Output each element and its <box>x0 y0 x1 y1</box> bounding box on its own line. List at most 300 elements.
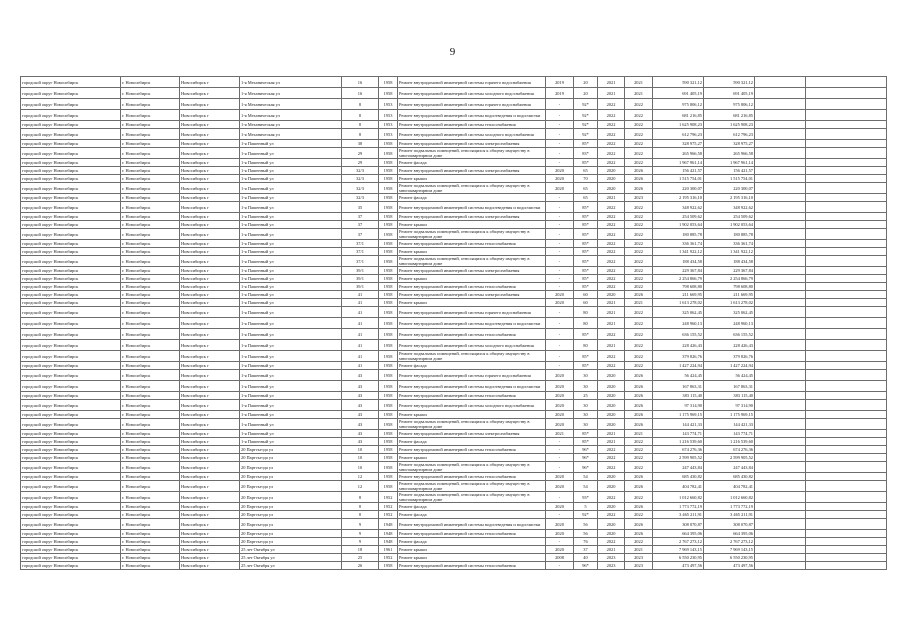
cell-build-year: 1958 <box>379 140 398 148</box>
cell-work-type: Ремонт внутридомовой инженерной системы электроснабжения <box>398 213 546 221</box>
cell-last-repair-year: - <box>546 240 574 248</box>
cell-cost-fund: 383 115,40 <box>704 392 755 400</box>
cell-locality: Новосибирск г <box>180 167 240 175</box>
cell-settlement: г. Новосибирск <box>121 202 180 213</box>
table-row <box>21 275 887 283</box>
cell-build-year: 1948 <box>379 530 398 538</box>
cell-house-number: 39/1 <box>342 275 379 283</box>
cell-street: 1-я Пашенный ул <box>240 340 342 351</box>
cell-plan-end-year: 2022 <box>625 511 653 519</box>
cell-house-number: 43 <box>342 430 379 438</box>
cell-house-number: 29 <box>342 159 379 167</box>
cell-house-number: 8 <box>342 110 379 121</box>
table-row <box>21 307 887 318</box>
cell-last-repair-year: 2020 <box>546 299 574 307</box>
cell-settlement: г. Новосибирск <box>121 121 180 129</box>
cell-wear-percent: 85* <box>574 140 598 148</box>
cell-wear-percent: 85* <box>574 438 598 446</box>
cell-work-type: Ремонт внутридомовой инженерной системы теплоснабжения <box>398 562 546 570</box>
cell-cost-fund: 1 773 772,19 <box>704 503 755 511</box>
cell-build-year: 1958 <box>379 362 398 370</box>
cell-cost-fund: 180 885,78 <box>704 229 755 240</box>
cell-plan-start-year: 2022 <box>598 140 625 148</box>
cell-wear-percent: 37 <box>574 546 598 554</box>
cell-cost-fund: 1 613 278,02 <box>704 299 755 307</box>
cell-settlement: г. Новосибирск <box>121 307 180 318</box>
cell-cost-fund: 1 341 922,12 <box>704 248 755 256</box>
cell-cost-extra-2 <box>806 370 887 381</box>
cell-cost-extra-1 <box>755 99 806 110</box>
cell-locality: Новосибирск г <box>180 110 240 121</box>
cell-municipality: городской округ Новосибирск <box>21 129 121 140</box>
cell-plan-start-year: 2021 <box>598 77 625 88</box>
cell-house-number: 32/3 <box>342 167 379 175</box>
cell-cost-total: 2 195 316,10 <box>653 194 704 202</box>
cell-last-repair-year: 2020 <box>546 519 574 530</box>
cell-house-number: 8 <box>342 129 379 140</box>
cell-cost-extra-1 <box>755 562 806 570</box>
cell-house-number: 41 <box>342 329 379 340</box>
cell-cost-extra-2 <box>806 430 887 438</box>
cell-cost-extra-2 <box>806 213 887 221</box>
cell-wear-percent: 30 <box>574 411 598 419</box>
cell-cost-extra-1 <box>755 159 806 167</box>
cell-plan-end-year: 2021 <box>625 88 653 99</box>
table-row <box>21 438 887 446</box>
cell-work-type: Ремонт внутридомовой инженерной системы горячего водоснабжения <box>398 99 546 110</box>
cell-cost-extra-2 <box>806 546 887 554</box>
cell-municipality: городской округ Новосибирск <box>21 503 121 511</box>
cell-settlement: г. Новосибирск <box>121 77 180 88</box>
cell-cost-extra-2 <box>806 554 887 562</box>
cell-cost-total: 975 806,12 <box>653 99 704 110</box>
cell-plan-start-year: 2021 <box>598 340 625 351</box>
cell-plan-start-year: 2020 <box>598 411 625 419</box>
cell-plan-end-year: 2026 <box>625 175 653 183</box>
cell-last-repair-year: 2020 <box>546 503 574 511</box>
cell-build-year: 1952 <box>379 503 398 511</box>
cell-cost-total: 144 421,33 <box>653 419 704 430</box>
cell-cost-extra-1 <box>755 530 806 538</box>
cell-street: 20 Партсъезда ул <box>240 511 342 519</box>
cell-settlement: г. Новосибирск <box>121 167 180 175</box>
cell-plan-end-year: 2026 <box>625 473 653 481</box>
cell-plan-start-year: 2020 <box>598 370 625 381</box>
cell-plan-end-year: 2022 <box>625 110 653 121</box>
table-row <box>21 473 887 481</box>
cell-house-number: 9 <box>342 538 379 546</box>
cell-cost-total: 229 367,84 <box>653 267 704 275</box>
cell-plan-end-year: 2026 <box>625 419 653 430</box>
cell-last-repair-year: - <box>546 538 574 546</box>
cell-plan-start-year: 2020 <box>598 419 625 430</box>
cell-build-year: 1953 <box>379 110 398 121</box>
cell-municipality: городской округ Новосибирск <box>21 329 121 340</box>
cell-cost-extra-2 <box>806 77 887 88</box>
cell-house-number: 29 <box>342 148 379 159</box>
cell-settlement: г. Новосибирск <box>121 454 180 462</box>
cell-municipality: городской округ Новосибирск <box>21 175 121 183</box>
cell-plan-end-year: 2026 <box>625 167 653 175</box>
cell-settlement: г. Новосибирск <box>121 462 180 473</box>
cell-plan-start-year: 2022 <box>598 240 625 248</box>
cell-cost-extra-2 <box>806 381 887 392</box>
cell-cost-fund: 664 395,06 <box>704 530 755 538</box>
cell-plan-end-year: 2022 <box>625 283 653 291</box>
cell-cost-total: 1 773 772,19 <box>653 503 704 511</box>
cell-last-repair-year: 2020 <box>546 400 574 411</box>
cell-wear-percent: 60 <box>574 299 598 307</box>
cell-cost-extra-1 <box>755 110 806 121</box>
cell-street: 25 лет Октября ул <box>240 554 342 562</box>
cell-last-repair-year: 2020 <box>546 381 574 392</box>
cell-locality: Новосибирск г <box>180 299 240 307</box>
cell-house-number: 39/1 <box>342 267 379 275</box>
cell-plan-start-year: 2022 <box>598 283 625 291</box>
cell-wear-percent: 65 <box>574 194 598 202</box>
cell-plan-end-year: 2026 <box>625 503 653 511</box>
cell-cost-extra-1 <box>755 481 806 492</box>
cell-street: 1-я Пашенный ул <box>240 351 342 362</box>
cell-plan-start-year: 2021 <box>598 438 625 446</box>
cell-plan-start-year: 2020 <box>598 400 625 411</box>
cell-settlement: г. Новосибирск <box>121 530 180 538</box>
table-row <box>21 229 887 240</box>
cell-plan-start-year: 2020 <box>598 519 625 530</box>
cell-street: 1-я Механическая ул <box>240 121 342 129</box>
cell-cost-extra-1 <box>755 240 806 248</box>
cell-locality: Новосибирск г <box>180 291 240 299</box>
cell-last-repair-year: 2020 <box>546 481 574 492</box>
cell-work-type: Ремонт внутридомовой инженерной системы холодного водоснабжения <box>398 88 546 99</box>
cell-build-year: 1958 <box>379 411 398 419</box>
cell-cost-total: 180 885,78 <box>653 229 704 240</box>
cell-street: 1-я Пашенный ул <box>240 318 342 329</box>
cell-plan-start-year: 2022 <box>598 99 625 110</box>
cell-settlement: г. Новосибирск <box>121 267 180 275</box>
cell-plan-start-year: 2021 <box>598 430 625 438</box>
cell-cost-total: 56 424,45 <box>653 370 704 381</box>
cell-work-type: Ремонт подвальных помещений, относящихся к общему имуществу в многоквартирном доме <box>398 351 546 362</box>
cell-work-type: Ремонт внутридомовой инженерной системы холодного водоснабжения <box>398 129 546 140</box>
cell-wear-percent: 30 <box>574 370 598 381</box>
cell-municipality: городской округ Новосибирск <box>21 213 121 221</box>
cell-plan-end-year: 2022 <box>625 340 653 351</box>
cell-cost-fund: 228 426,43 <box>704 340 755 351</box>
cell-cost-fund: 188 434,58 <box>704 256 755 267</box>
cell-work-type: Ремонт крыши <box>398 221 546 229</box>
cell-cost-fund: 2 254 866,79 <box>704 275 755 283</box>
cell-plan-end-year: 2022 <box>625 492 653 503</box>
cell-locality: Новосибирск г <box>180 538 240 546</box>
cell-municipality: городской округ Новосибирск <box>21 381 121 392</box>
cell-wear-percent: 30 <box>574 400 598 411</box>
cell-cost-total: 590 321,12 <box>653 77 704 88</box>
cell-work-type: Ремонт крыши <box>398 554 546 562</box>
cell-cost-extra-1 <box>755 430 806 438</box>
cell-municipality: городской округ Новосибирск <box>21 340 121 351</box>
cell-wear-percent: 85* <box>574 159 598 167</box>
cell-wear-percent: 96* <box>574 562 598 570</box>
cell-cost-fund: 681 216,85 <box>704 110 755 121</box>
cell-cost-extra-2 <box>806 240 887 248</box>
cell-street: 1-я Пашенный ул <box>240 419 342 430</box>
cell-locality: Новосибирск г <box>180 148 240 159</box>
cell-street: 1-я Механическая ул <box>240 99 342 110</box>
cell-work-type: Ремонт внутридомовой инженерной системы теплоснабжения <box>398 121 546 129</box>
cell-cost-fund: 1 515 754,01 <box>704 175 755 183</box>
cell-cost-extra-1 <box>755 419 806 430</box>
cell-house-number: 41 <box>342 307 379 318</box>
cell-street: 1-я Пашенный ул <box>240 148 342 159</box>
cell-municipality: городской округ Новосибирск <box>21 462 121 473</box>
cell-cost-extra-2 <box>806 275 887 283</box>
table-row <box>21 400 887 411</box>
cell-build-year: 1958 <box>379 340 398 351</box>
cell-cost-total: 636 155,52 <box>653 329 704 340</box>
cell-cost-extra-1 <box>755 183 806 194</box>
cell-municipality: городской округ Новосибирск <box>21 511 121 519</box>
cell-cost-extra-2 <box>806 454 887 462</box>
cell-work-type: Ремонт подвальных помещений, относящихся к общему имуществу в многоквартирном доме <box>398 481 546 492</box>
cell-plan-start-year: 2022 <box>598 121 625 129</box>
cell-cost-extra-1 <box>755 202 806 213</box>
cell-municipality: городской округ Новосибирск <box>21 275 121 283</box>
cell-last-repair-year: 2020 <box>546 411 574 419</box>
cell-house-number: 8 <box>342 503 379 511</box>
cell-cost-fund: 798 608,80 <box>704 283 755 291</box>
cell-house-number: 37/1 <box>342 248 379 256</box>
cell-municipality: городской округ Новосибирск <box>21 446 121 454</box>
cell-work-type: Ремонт крыши <box>398 299 546 307</box>
cell-settlement: г. Новосибирск <box>121 110 180 121</box>
cell-settlement: г. Новосибирск <box>121 438 180 446</box>
cell-municipality: городской округ Новосибирск <box>21 454 121 462</box>
cell-street: 25 лет Октября ул <box>240 562 342 570</box>
cell-municipality: городской округ Новосибирск <box>21 562 121 570</box>
cell-settlement: г. Новосибирск <box>121 519 180 530</box>
cell-last-repair-year: - <box>546 213 574 221</box>
cell-street: 1-я Механическая ул <box>240 110 342 121</box>
cell-wear-percent: 40 <box>574 554 598 562</box>
cell-cost-extra-1 <box>755 473 806 481</box>
cell-locality: Новосибирск г <box>180 229 240 240</box>
cell-plan-end-year: 2022 <box>625 538 653 546</box>
cell-cost-total: 348 922,62 <box>653 202 704 213</box>
cell-last-repair-year: - <box>546 340 574 351</box>
cell-cost-total: 211 669,95 <box>653 291 704 299</box>
cell-cost-fund: 636 155,52 <box>704 329 755 340</box>
cell-municipality: городской округ Новосибирск <box>21 291 121 299</box>
cell-municipality: городской округ Новосибирск <box>21 362 121 370</box>
cell-last-repair-year: 2020 <box>546 473 574 481</box>
cell-last-repair-year: - <box>546 307 574 318</box>
cell-street: 1-я Пашенный ул <box>240 283 342 291</box>
cell-build-year: 1958 <box>379 167 398 175</box>
table-row <box>21 299 887 307</box>
cell-wear-percent: 85* <box>574 267 598 275</box>
cell-cost-total: 2 599 905,52 <box>653 454 704 462</box>
cell-street: 20 Партсъезда ул <box>240 462 342 473</box>
cell-build-year: 1958 <box>379 462 398 473</box>
cell-work-type: Ремонт внутридомовой инженерной системы теплоснабжения <box>398 473 546 481</box>
cell-last-repair-year: - <box>546 283 574 291</box>
cell-locality: Новосибирск г <box>180 183 240 194</box>
cell-settlement: г. Новосибирск <box>121 446 180 454</box>
cell-build-year: 1958 <box>379 400 398 411</box>
cell-cost-extra-2 <box>806 248 887 256</box>
cell-cost-extra-1 <box>755 554 806 562</box>
cell-cost-total: 1 341 922,12 <box>653 248 704 256</box>
cell-municipality: городской округ Новосибирск <box>21 183 121 194</box>
cell-house-number: 32/3 <box>342 183 379 194</box>
cell-street: 1-я Пашенный ул <box>240 248 342 256</box>
cell-plan-end-year: 2022 <box>625 229 653 240</box>
cell-work-type: Ремонт внутридомовой инженерной системы теплоснабжения <box>398 329 546 340</box>
cell-cost-fund: 325 062,45 <box>704 307 755 318</box>
cell-cost-extra-1 <box>755 362 806 370</box>
cell-work-type: Ремонт внутридомовой инженерной системы теплоснабжения <box>398 446 546 454</box>
cell-cost-extra-2 <box>806 562 887 570</box>
cell-last-repair-year: - <box>546 318 574 329</box>
cell-municipality: городской округ Новосибирск <box>21 221 121 229</box>
cell-wear-percent: 25 <box>574 392 598 400</box>
cell-municipality: городской округ Новосибирск <box>21 88 121 99</box>
cell-cost-total: 798 608,80 <box>653 283 704 291</box>
cell-plan-start-year: 2022 <box>598 229 625 240</box>
cell-house-number: 41 <box>342 299 379 307</box>
cell-plan-end-year: 2021 <box>625 77 653 88</box>
cell-locality: Новосибирск г <box>180 159 240 167</box>
cell-cost-extra-2 <box>806 392 887 400</box>
cell-cost-extra-2 <box>806 221 887 229</box>
cell-settlement: г. Новосибирск <box>121 175 180 183</box>
cell-cost-extra-2 <box>806 419 887 430</box>
cell-cost-extra-1 <box>755 392 806 400</box>
table-row <box>21 530 887 538</box>
cell-cost-total: 473 497,56 <box>653 562 704 570</box>
table-row <box>21 430 887 438</box>
table-row <box>21 381 887 392</box>
cell-cost-extra-2 <box>806 492 887 503</box>
cell-wear-percent: 93* <box>574 492 598 503</box>
cell-last-repair-year: - <box>546 121 574 129</box>
cell-plan-start-year: 2020 <box>598 175 625 183</box>
cell-wear-percent: 65 <box>574 167 598 175</box>
cell-build-year: 1958 <box>379 318 398 329</box>
cell-plan-start-year: 2022 <box>598 446 625 454</box>
cell-cost-total: 6 550 230,95 <box>653 554 704 562</box>
cell-build-year: 1958 <box>379 351 398 362</box>
cell-cost-extra-1 <box>755 329 806 340</box>
cell-last-repair-year: - <box>546 492 574 503</box>
cell-cost-fund: 336 361,74 <box>704 240 755 248</box>
cell-plan-start-year: 2020 <box>598 473 625 481</box>
cell-cost-total: 1 216 539,60 <box>653 438 704 446</box>
cell-last-repair-year: 2020 <box>546 183 574 194</box>
table-row <box>21 340 887 351</box>
cell-municipality: городской округ Новосибирск <box>21 530 121 538</box>
cell-house-number: 9 <box>342 530 379 538</box>
cell-plan-start-year: 2021 <box>598 88 625 99</box>
cell-municipality: городской округ Новосибирск <box>21 194 121 202</box>
cell-locality: Новосибирск г <box>180 275 240 283</box>
table-row <box>21 183 887 194</box>
cell-locality: Новосибирск г <box>180 129 240 140</box>
cell-street: 1-я Механическая ул <box>240 77 342 88</box>
cell-locality: Новосибирск г <box>180 554 240 562</box>
cell-locality: Новосибирск г <box>180 248 240 256</box>
cell-plan-start-year: 2022 <box>598 492 625 503</box>
cell-wear-percent: 92* <box>574 99 598 110</box>
cell-cost-fund: 56 424,45 <box>704 370 755 381</box>
cell-house-number: 43 <box>342 370 379 381</box>
cell-street: 1-я Пашенный ул <box>240 392 342 400</box>
cell-house-number: 43 <box>342 400 379 411</box>
cell-house-number: 12 <box>342 473 379 481</box>
cell-street: 1-я Пашенный ул <box>240 256 342 267</box>
cell-plan-start-year: 2022 <box>598 256 625 267</box>
cell-last-repair-year: - <box>546 221 574 229</box>
cell-build-year: 1952 <box>379 511 398 519</box>
cell-locality: Новосибирск г <box>180 202 240 213</box>
cell-build-year: 1958 <box>379 240 398 248</box>
cell-plan-end-year: 2026 <box>625 530 653 538</box>
cell-cost-extra-2 <box>806 481 887 492</box>
cell-street: 1-я Пашенный ул <box>240 202 342 213</box>
cell-cost-extra-1 <box>755 307 806 318</box>
cell-cost-extra-2 <box>806 530 887 538</box>
cell-work-type: Ремонт внутридомовой инженерной системы электроснабжения <box>398 291 546 299</box>
cell-plan-end-year: 2021 <box>625 299 653 307</box>
cell-work-type: Ремонт фасада <box>398 362 546 370</box>
cell-wear-percent: 60 <box>574 291 598 299</box>
cell-wear-percent: 30 <box>574 381 598 392</box>
cell-settlement: г. Новосибирск <box>121 213 180 221</box>
cell-wear-percent: 85* <box>574 202 598 213</box>
cell-locality: Новосибирск г <box>180 362 240 370</box>
cell-work-type: Ремонт внутридомовой инженерной системы холодного водоснабжения <box>398 340 546 351</box>
table-row <box>21 256 887 267</box>
cell-municipality: городской округ Новосибирск <box>21 248 121 256</box>
cell-cost-extra-2 <box>806 307 887 318</box>
cell-municipality: городской округ Новосибирск <box>21 370 121 381</box>
cell-work-type: Ремонт внутридомовой инженерной системы теплоснабжения <box>398 283 546 291</box>
cell-municipality: городской округ Новосибирск <box>21 110 121 121</box>
cell-street: 20 Партсъезда ул <box>240 454 342 462</box>
cell-municipality: городской округ Новосибирск <box>21 400 121 411</box>
cell-cost-extra-2 <box>806 462 887 473</box>
cell-cost-extra-1 <box>755 148 806 159</box>
cell-house-number: 41 <box>342 318 379 329</box>
cell-street: 20 Партсъезда ул <box>240 519 342 530</box>
cell-street: 1-я Пашенный ул <box>240 183 342 194</box>
cell-cost-total: 97 314,90 <box>653 400 704 411</box>
cell-cost-extra-1 <box>755 462 806 473</box>
cell-settlement: г. Новосибирск <box>121 148 180 159</box>
cell-plan-end-year: 2026 <box>625 481 653 492</box>
cell-plan-end-year: 2026 <box>625 183 653 194</box>
cell-cost-total: 248 960,13 <box>653 318 704 329</box>
cell-locality: Новосибирск г <box>180 454 240 462</box>
cell-cost-extra-1 <box>755 492 806 503</box>
table-row <box>21 446 887 454</box>
cell-build-year: 1958 <box>379 392 398 400</box>
cell-wear-percent: 85* <box>574 256 598 267</box>
cell-settlement: г. Новосибирск <box>121 248 180 256</box>
cell-plan-end-year: 2026 <box>625 400 653 411</box>
cell-house-number: 10 <box>342 462 379 473</box>
